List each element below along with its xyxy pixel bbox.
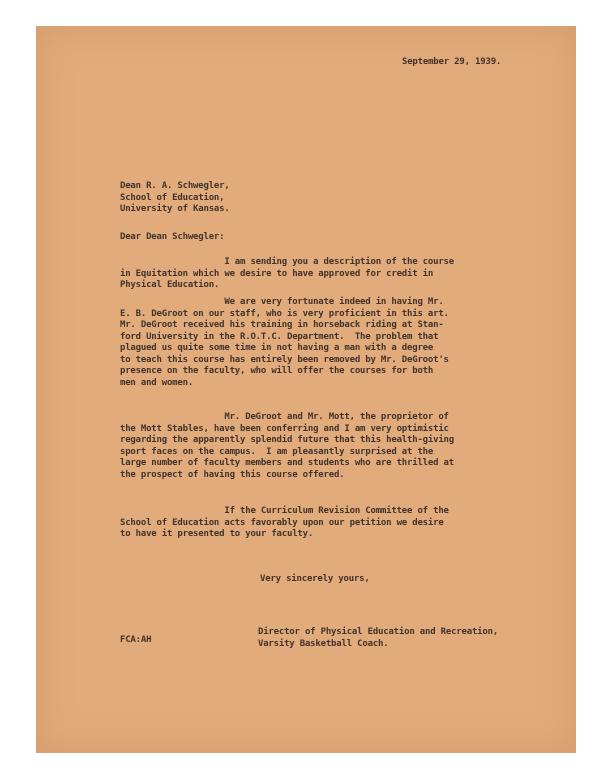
- complimentary-closing: Very sincerely yours,: [260, 574, 370, 584]
- body-paragraph-4: If the Curriculum Revision Committee of the School of Education acts favorably upon our petition we desire to have it presented to your faculty.: [120, 506, 449, 539]
- signature-block: Director of Physical Education and Recreation, Varsity Basketball Coach.: [258, 627, 499, 649]
- recipient-address: [120, 181, 230, 216]
- typist-initials: FCA:AH: [120, 635, 152, 645]
- salutation: Dear Dean Schwegler:: [120, 232, 225, 242]
- letter-date: September 29, 1939.: [402, 57, 502, 67]
- recipient-school: School of Education,: [120, 192, 225, 203]
- body-paragraph-3: Mr. DeGroot and Mr. Mott, the proprietor of the Mott Stables, have been conferring and I am very optimistic regarding the apparently splendid future that this health-giving sport faces on the campus. I am pleasantly surprised at the large number of faculty members and students who are thrilled at the prospect of having this course offered.: [120, 412, 454, 480]
- body-paragraph-2: We are very fortunate indeed in having Mr. E. B. DeGroot on our staff, who is very proficient in this art. Mr. DeGroot received his training in horseback riding at Stan- ford University in the R.O.T.C. Department. The problem that plagued us quite some time in not having a man with a degree to teach this course has entirely been removed by Mr. DeGroot's presence on the faculty, who will offer the courses for both men and women.: [120, 297, 449, 388]
- recipient-name: Dean R. A. Schwegler,: [120, 181, 230, 191]
- body-paragraph-1: I am sending you a description of the course in Equitation which we desire to have approved for credit in Physical Education.: [120, 257, 454, 290]
- recipient-university: University of Kansas.: [120, 204, 230, 214]
